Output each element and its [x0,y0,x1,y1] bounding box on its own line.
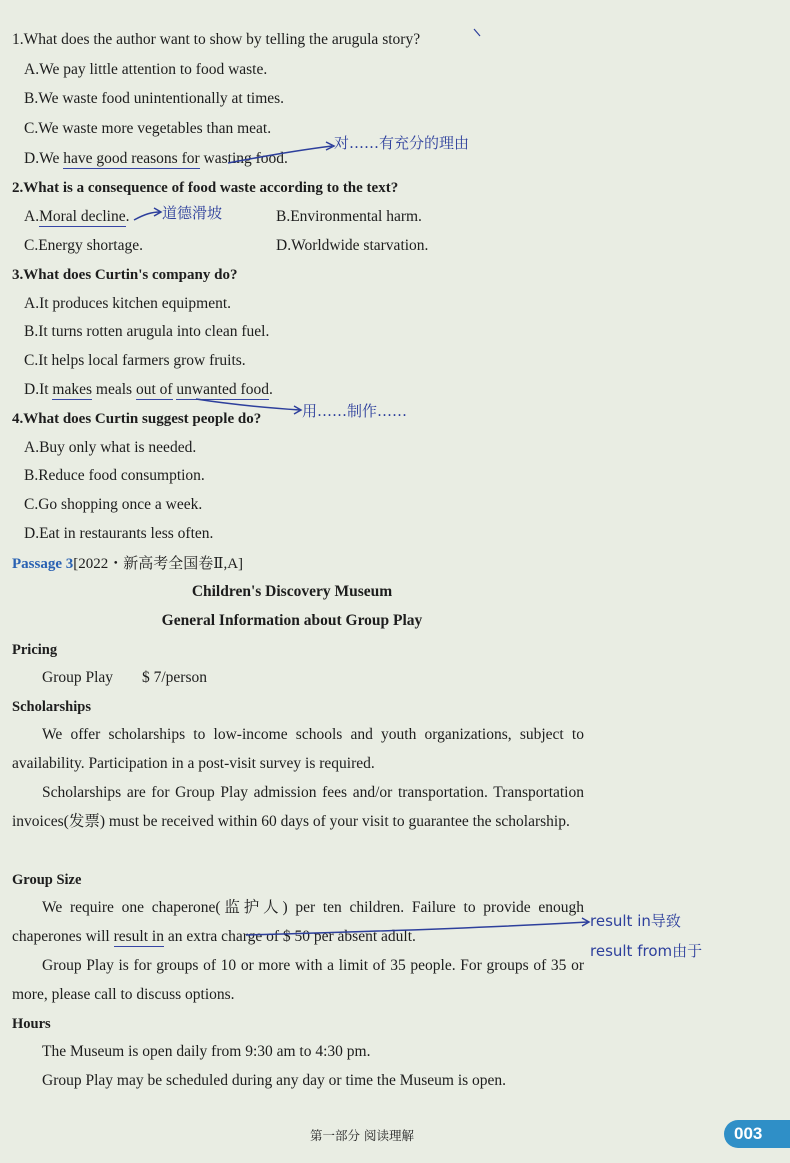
passage-source: [2022・新高考全国卷Ⅱ,A] [73,556,244,572]
question-3-option-c: C.It helps local farmers grow fruits. [24,352,246,369]
question-2-option-c: C.Energy shortage. [24,237,143,254]
pricing-heading: Pricing [12,642,58,658]
hours-paragraph-1: The Museum is open daily from 9:30 am to 4:30 pm. [42,1043,371,1060]
underlined-phrase: Moral decline [39,208,126,225]
pen-mark [474,29,480,36]
arrow-result-in [246,922,588,935]
footer-section-label: 第一部分 阅读理解 [310,1128,414,1143]
passage-label: Passage 3 [12,556,74,572]
question-1-stem: 1.What does the author want to show by telling the arugula story? [12,31,421,48]
page-number-badge: 003 [724,1120,790,1148]
option-d-text: meals [92,381,136,398]
arrow-q3d [196,399,300,410]
scholarships-paragraph-1: We offer scholarships to low-income schools and youth organizations, subject to availability. Participation in a post-visit survey is required. [12,726,584,772]
question-4-option-c: C.Go shopping once a week. [24,496,203,513]
question-4-stem: 4.What does Curtin suggest people do? [12,411,262,427]
question-3-option-a: A.It produces kitchen equipment. [24,295,232,312]
option-d-prefix: D.We [24,150,64,167]
pricing-item: Group Play [42,669,114,686]
option-a-prefix: A. [24,208,40,225]
question-4-option-a: A.Buy only what is needed. [24,439,197,456]
passage-title: Children's Discovery Museum [191,583,393,600]
option-d-suffix: . [268,381,273,398]
question-2-option-d: D.Worldwide starvation. [276,237,429,254]
passage-subtitle: General Information about Group Play [161,612,423,629]
scholarships-heading: Scholarships [12,699,91,715]
option-d-suffix: wasting food. [199,150,288,167]
hours-paragraph-2: Group Play may be scheduled during any day or time the Museum is open. [42,1072,507,1089]
question-1-option-b: B.We waste food unintentionally at times. [24,90,285,107]
handwritten-note-q1d: 对……有充分的理由 [334,134,470,152]
option-a-suffix: . [125,208,130,225]
pricing-value: $ 7/person [142,669,208,686]
arrow-q2a [134,212,160,220]
scholarships-paragraph-2: Scholarships are for Group Play admission fees and/or transportation. Transportation invoices(发票) must be received within 60 days of your visit to guarantee the scholarship. [12,784,584,830]
handwritten-note-q3d: 用……制作…… [302,402,408,420]
question-1-option-a: A.We pay little attention to food waste. [24,61,268,78]
group-size-paragraph-2: Group Play is for groups of 10 or more with a limit of 35 people. For groups of 35 or more, please call to discuss options. [12,957,584,1003]
handwritten-note-q2a: 道德滑坡 [162,204,223,222]
question-4-option-d: D.Eat in restaurants less often. [24,525,214,542]
question-2-stem: 2.What is a consequence of food waste according to the text? [12,180,399,196]
group-size-heading: Group Size [12,872,82,888]
underlined-phrase: have good reasons for [63,150,200,167]
paragraph-text: an extra charge of $ 50 per absent adult. [163,928,416,945]
question-3-stem: 3.What does Curtin's company do? [12,267,238,283]
hours-heading: Hours [12,1016,51,1032]
question-4-option-b: B.Reduce food consumption. [24,467,205,484]
handwritten-note-result-in: result in导致 [590,912,681,930]
arrow-q1d [228,146,332,163]
underlined-word: makes [52,381,93,398]
question-3-option-b: B.It turns rotten arugula into clean fuel. [24,323,270,340]
paragraph-text: We require one chaperone(监护人) per ten children. Failure to provide enough chaperones will [12,899,584,945]
underlined-word: out of [135,381,173,398]
option-d-prefix: D.It [24,381,53,398]
handwritten-note-result-from: result from由于 [590,942,703,960]
underlined-word: unwanted food [176,381,269,398]
question-1-option-c: C.We waste more vegetables than meat. [24,120,272,137]
question-2-option-b: B.Environmental harm. [276,208,422,225]
underlined-phrase: result in [113,928,164,945]
